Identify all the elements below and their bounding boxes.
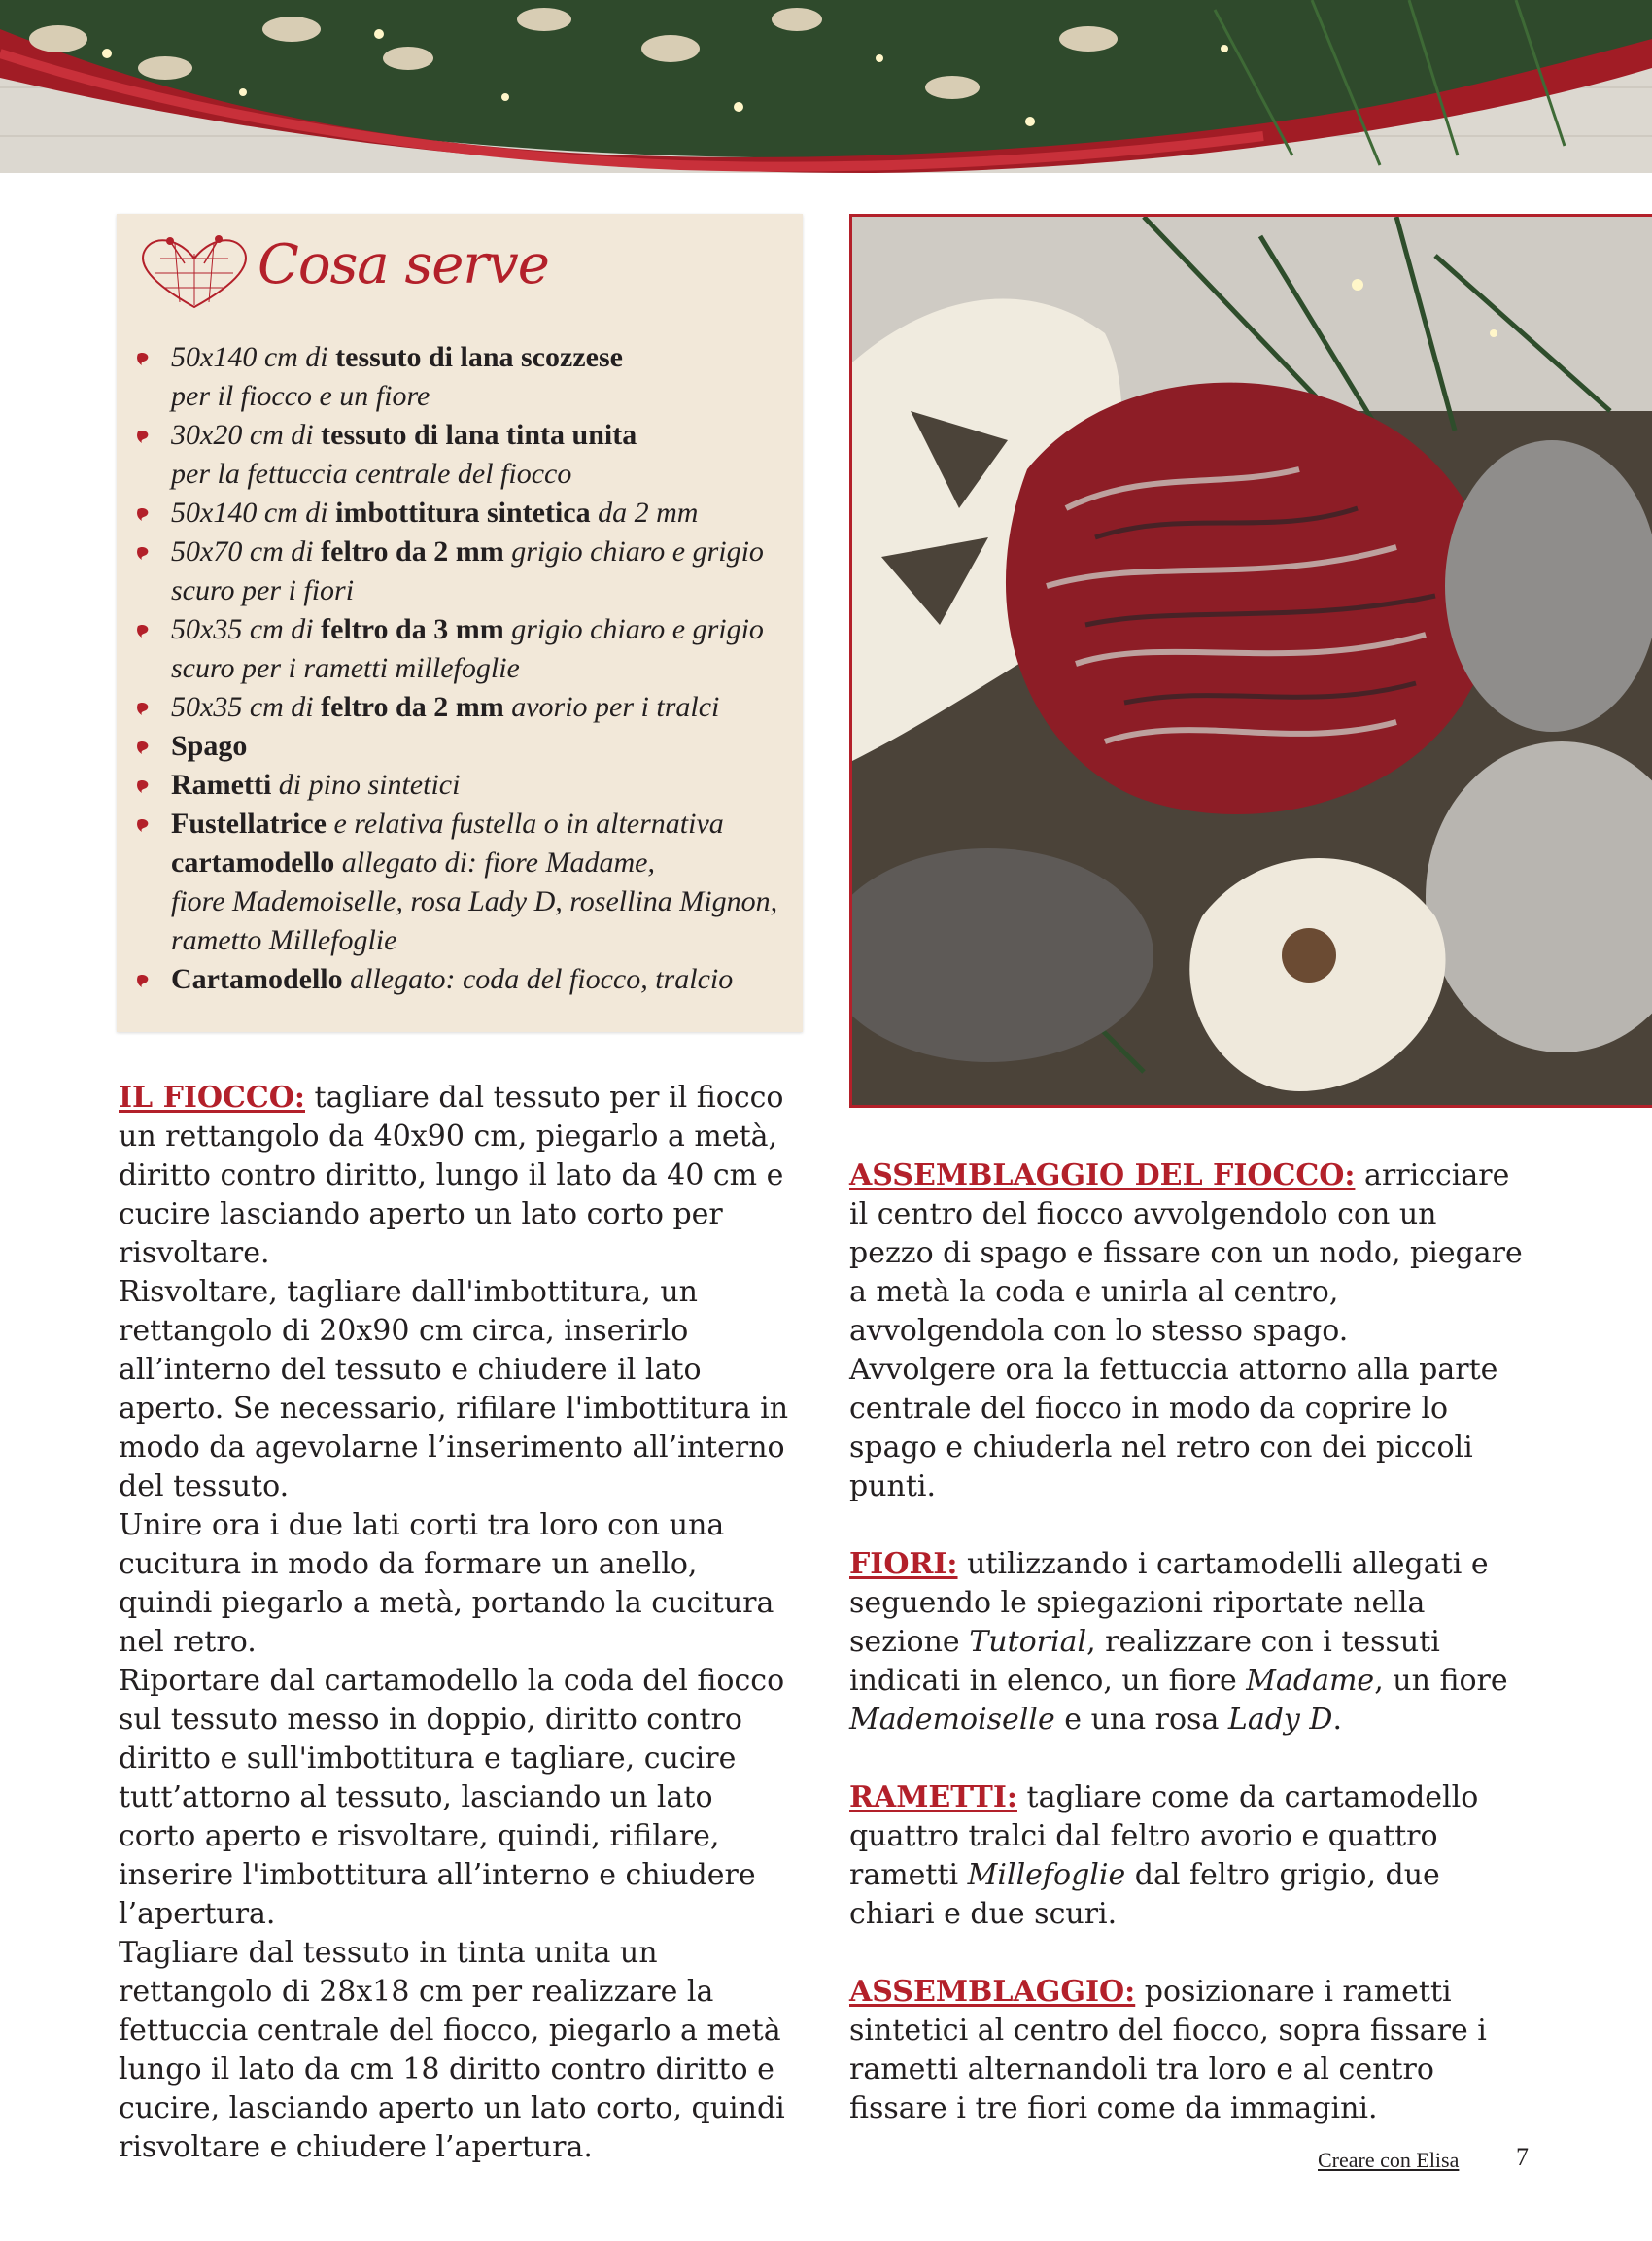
paragraph: Avvolgere ora la fettuccia attorno alla parte centrale del fiocco in modo da coprire lo spago e chiuderla nel retro con dei piccoli punti. bbox=[849, 1353, 1498, 1503]
bullet-icon bbox=[136, 545, 152, 561]
heart-pincushion-icon bbox=[131, 229, 258, 317]
bullet-icon bbox=[136, 973, 152, 988]
section-heading: ASSEMBLAGGIO DEL FIOCCO: bbox=[849, 1158, 1356, 1192]
bullet-icon bbox=[136, 701, 152, 716]
paragraph: Riportare dal cartamodello la coda del fiocco sul tessuto messo in doppio, diritto contro diritto e sull'imbottitura e tagliare, cucire tutt’attorno al tessuto, lasciando un lato corto aperto e risvoltare, quindi, rifilare, inserire l'imbottitura all’interno e chiudere l’apertura. bbox=[119, 1664, 785, 1931]
paragraph: FIORI: utilizzando i cartamodelli allegati e seguendo le spiegazioni riportate nella sezione Tutorial, realizzare con i tessuti indicati in elenco, un fiore Madame, un fiore Mademoiselle e una rosa Lady D. bbox=[849, 1547, 1508, 1737]
paragraph: ASSEMBLAGGIO DEL FIOCCO: arricciare il centro del fiocco avvolgendolo con un pezzo di spago e fissare con un nodo, piegare a metà la coda e unirla al centro, avvolgendola con lo stesso spago. bbox=[849, 1158, 1523, 1348]
list-item: Spago bbox=[136, 727, 797, 766]
paragraph: ASSEMBLAGGIO: posizionare i rametti sintetici al centro del fiocco, sopra fissare i rametti alternandoli tra loro e al centro fissare i tre fiori come da immagini. bbox=[849, 1975, 1487, 2125]
bullet-icon bbox=[136, 506, 152, 522]
paragraph: IL FIOCCO: tagliare dal tessuto per il fiocco un rettangolo da 40x90 cm, piegarlo a metà, diritto contro diritto, lungo il lato da 40 cm e cucire lasciando aperto un lato corto per risvoltare. bbox=[119, 1081, 784, 1270]
banner-photo bbox=[0, 0, 1652, 173]
card-title: Cosa serve bbox=[258, 233, 549, 296]
right-column bbox=[849, 1156, 1530, 2128]
bullet-icon bbox=[136, 740, 152, 755]
list-item: 50x70 cm di feltro da 2 mm grigio chiaro e grigio scuro per i fiori bbox=[136, 533, 797, 610]
list-item: 50x140 cm di tessuto di lana scozzese per il fiocco e un fiore bbox=[136, 338, 797, 416]
magazine-name: Creare con Elisa bbox=[1318, 2148, 1460, 2172]
list-item: 30x20 cm di tessuto di lana tinta unita per la fettuccia centrale del fiocco bbox=[136, 416, 797, 494]
section-heading: FIORI: bbox=[849, 1547, 958, 1581]
section-heading: RAMETTI: bbox=[849, 1780, 1017, 1814]
felt-flowers-illustration bbox=[852, 217, 1652, 1108]
paragraph: Risvoltare, tagliare dall'imbottitura, un rettangolo di 20x90 cm circa, inserirlo all’interno del tessuto e chiudere il lato aperto. Se necessario, rifilare l'imbottitura in modo da agevolarne l’inserimento all’interno del tessuto. bbox=[119, 1275, 789, 1503]
paragraph: RAMETTI: tagliare come da cartamodello quattro tralci dal feltro avorio e quattro rametti Millefoglie dal feltro grigio, due chiari e due scuri. bbox=[849, 1780, 1479, 1931]
list-item: 50x35 cm di feltro da 3 mm grigio chiaro e grigio scuro per i rametti millefoglie bbox=[136, 610, 797, 688]
list-item: Fustellatrice e relativa fustella o in alternativa cartamodello allegato di: fiore Madame, fiore Mademoiselle, rosa Lady D, rosellina Mignon, rametto Millefoglie bbox=[136, 805, 797, 960]
list-item: Rametti di pino sintetici bbox=[136, 766, 797, 805]
list-item: Cartamodello allegato: coda del fiocco, tralcio bbox=[136, 960, 797, 999]
materials-list bbox=[136, 338, 797, 999]
section-heading: IL FIOCCO: bbox=[119, 1081, 305, 1115]
bullet-icon bbox=[136, 623, 152, 638]
list-item: 50x35 cm di feltro da 2 mm avorio per i tralci bbox=[136, 688, 797, 727]
garland-illustration bbox=[0, 0, 1652, 173]
paragraph: Unire ora i due lati corti tra loro con una cucitura in modo da formare un anello, quindi piegarlo a metà, portando la cucitura nel retro. bbox=[119, 1508, 774, 1659]
bullet-icon bbox=[136, 817, 152, 833]
list-item: 50x140 cm di imbottitura sintetica da 2 mm bbox=[136, 494, 797, 533]
bullet-icon bbox=[136, 778, 152, 794]
product-photo bbox=[849, 214, 1652, 1108]
left-column bbox=[119, 1079, 799, 2167]
bullet-icon bbox=[136, 351, 152, 366]
bullet-icon bbox=[136, 429, 152, 444]
paragraph: Tagliare dal tessuto in tinta unita un rettangolo di 28x18 cm per realizzare la fettuccia centrale del fiocco, piegarlo a metà lungo il lato da cm 18 diritto contro diritto e cucire, lasciando aperto un lato corto, quindi risvoltare e chiudere l’apertura. bbox=[119, 1936, 785, 2164]
page-number: 7 bbox=[1516, 2143, 1529, 2171]
section-heading: ASSEMBLAGGIO: bbox=[849, 1975, 1136, 2009]
